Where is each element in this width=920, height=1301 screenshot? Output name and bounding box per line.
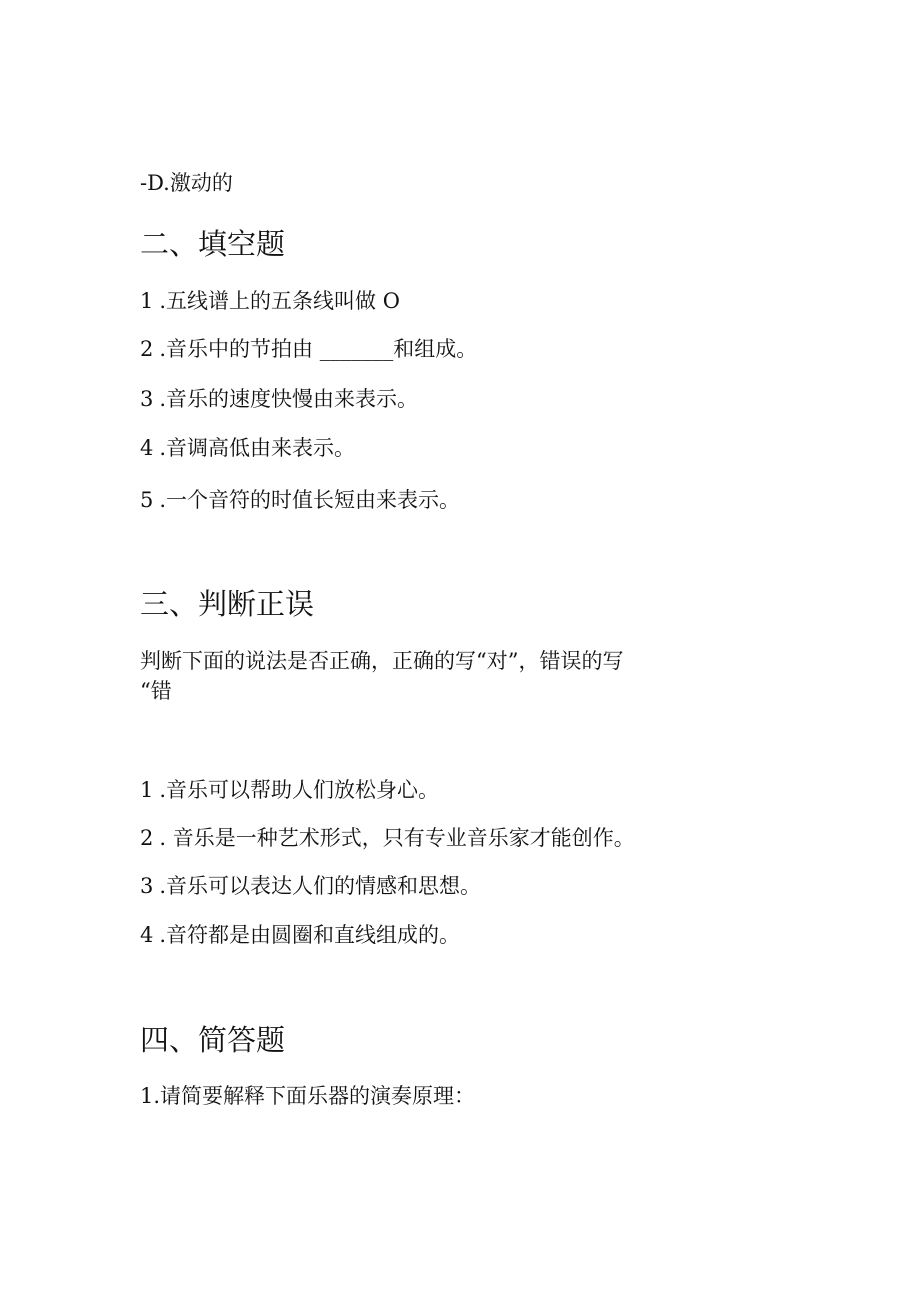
question-text: .音乐中的节拍由 _______和组成。	[159, 337, 478, 361]
question-text: .五线谱上的五条线叫做 O	[159, 289, 400, 313]
question-text: . 音乐是一种艺术形式，只有专业音乐家才能创作。	[159, 826, 635, 850]
true-false-question-1	[140, 775, 439, 805]
fill-in-question-3	[140, 384, 418, 414]
option-d: -D.激动的	[140, 171, 233, 195]
question-text: .音调高低由来表示。	[159, 436, 356, 460]
fill-in-question-5	[140, 485, 460, 515]
question-number: 4	[140, 436, 154, 460]
question-number: 2	[140, 826, 154, 850]
true-false-question-4	[140, 920, 460, 950]
section-heading-true-false: 三、判断正误	[140, 587, 315, 621]
short-answer-question-1: 1.请简要解释下面乐器的演奏原理：	[140, 1084, 476, 1108]
question-text: .音符都是由圆圈和直线组成的。	[159, 923, 461, 947]
true-false-instruction-line-2: “错	[140, 679, 172, 703]
question-number: 2	[140, 337, 154, 361]
section-heading-fill-in: 二、填空题	[140, 227, 286, 261]
question-number: 1	[140, 289, 154, 313]
question-number: 4	[140, 923, 154, 947]
fill-in-question-2	[140, 334, 477, 364]
question-number: 3	[140, 874, 154, 898]
true-false-question-2	[140, 823, 635, 853]
question-number: 3	[140, 387, 154, 411]
question-text: .音乐可以帮助人们放松身心。	[159, 778, 440, 802]
question-number: 1	[140, 778, 154, 802]
section-heading-short-answer: 四、简答题	[140, 1023, 286, 1057]
true-false-question-3	[140, 871, 481, 901]
question-text: .音乐的速度快慢由来表示。	[159, 387, 419, 411]
question-text: .一个音符的时值长短由来表示。	[159, 488, 461, 512]
fill-in-question-4	[140, 433, 355, 463]
fill-in-question-1	[140, 286, 400, 316]
question-number: 5	[140, 488, 154, 512]
true-false-instruction-line-1: 判断下面的说法是否正确，正确的写“对”，错误的写	[140, 649, 624, 673]
question-text: .音乐可以表达人们的情感和思想。	[159, 874, 482, 898]
